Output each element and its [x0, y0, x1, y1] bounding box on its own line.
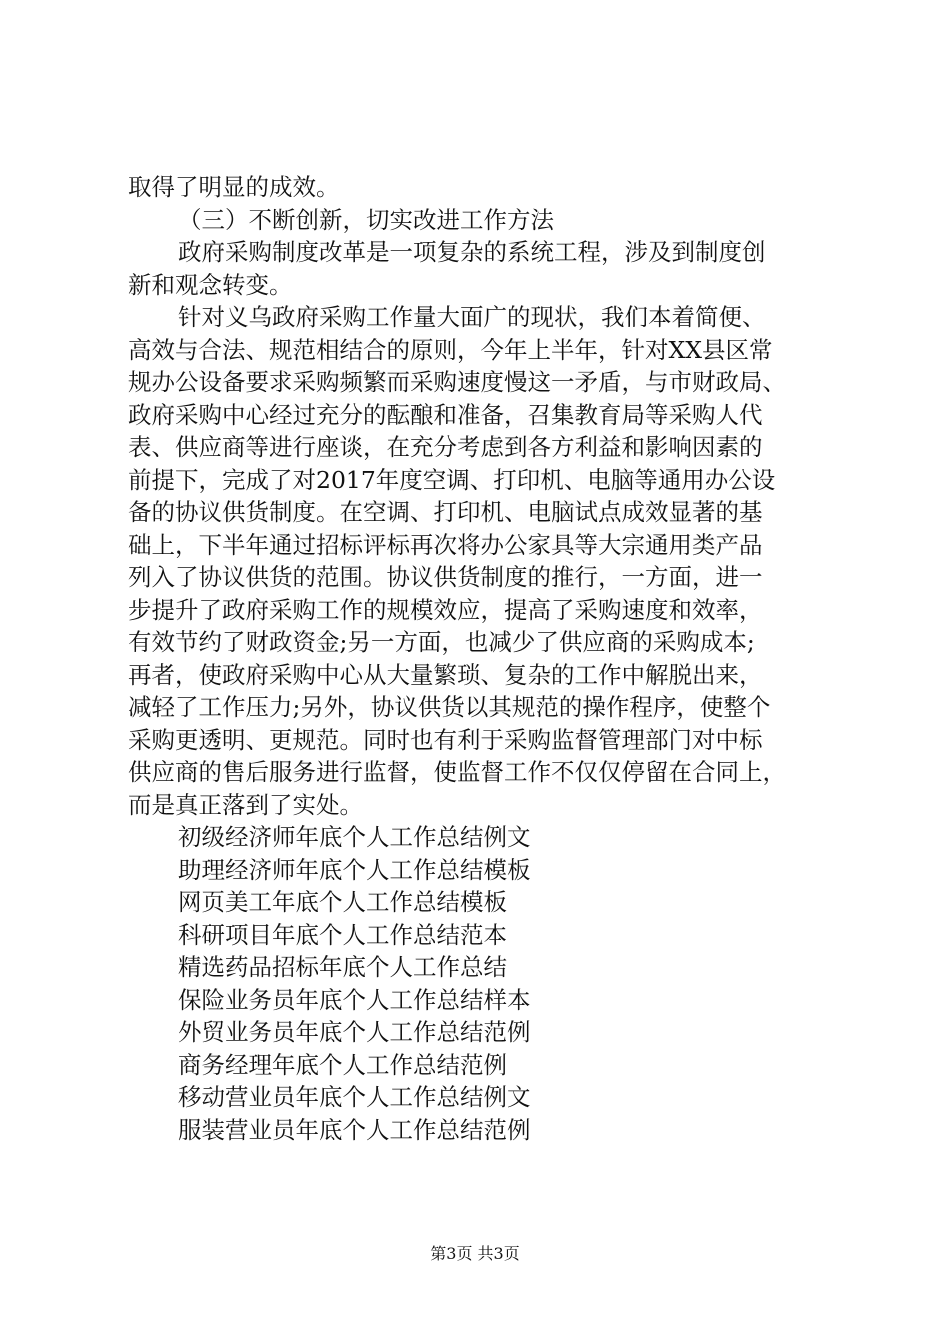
- text-line: 初级经济师年底个人工作总结例文: [178, 823, 531, 851]
- text-line: 有效节约了财政资金;另一方面，也减少了供应商的采购成本;: [128, 628, 755, 656]
- text-line: 新和观念转变。: [128, 270, 293, 299]
- text-line: 网页美工年底个人工作总结模板: [178, 888, 507, 916]
- text-line: 高效与合法、规范相结合的原则，今年上半年，针对XX县区常: [128, 335, 773, 364]
- text-line: 减轻了工作压力;另外，协议供货以其规范的操作程序，使整个: [128, 693, 771, 721]
- text-line: 再者，使政府采购中心从大量繁琐、复杂的工作中解脱出来，: [128, 660, 763, 689]
- text-line: 商务经理年底个人工作总结范例: [178, 1050, 507, 1079]
- text-line: 表、供应商等进行座谈，在充分考虑到各方利益和影响因素的: [128, 433, 763, 461]
- text-line: 步提升了政府采购工作的规模效应，提高了采购速度和效率，: [128, 595, 763, 624]
- text-line: 外贸业务员年底个人工作总结范例: [178, 1018, 531, 1046]
- text-line: 移动营业员年底个人工作总结例文: [178, 1083, 531, 1111]
- text-line: 政府采购制度改革是一项复杂的系统工程，涉及到制度创: [178, 238, 766, 266]
- text-line: 保险业务员年底个人工作总结样本: [178, 985, 531, 1014]
- text-line: 供应商的售后服务进行监督，使监督工作不仅仅停留在合同上，: [128, 758, 786, 786]
- text-line: 服装营业员年底个人工作总结范例: [178, 1115, 531, 1144]
- text-line: 科研项目年底个人工作总结范本: [178, 920, 507, 949]
- text-line: 前提下，完成了对2017年度空调、打印机、电脑等通用办公设: [128, 465, 776, 494]
- text-line: 采购更透明、更规范。同时也有利于采购监督管理部门对中标: [128, 725, 763, 754]
- text-line: 助理经济师年底个人工作总结模板: [178, 855, 531, 884]
- text-line: （三）不断创新，切实改进工作方法: [178, 205, 554, 234]
- document-body: [128, 171, 838, 1146]
- text-line: 精选药品招标年底个人工作总结: [178, 953, 507, 981]
- text-line: 备的协议供货制度。在空调、打印机、电脑试点成效显著的基: [128, 498, 763, 526]
- text-line: 针对义乌政府采购工作量大面广的现状，我们本着简便、: [178, 303, 766, 331]
- page-footer: 第3页 共3页: [430, 1244, 520, 1263]
- text-line: 础上，下半年通过招标评标再次将办公家具等大宗通用类产品: [128, 530, 763, 559]
- text-line: 列入了协议供货的范围。协议供货制度的推行，一方面，进一: [128, 563, 763, 591]
- text-line: 政府采购中心经过充分的酝酿和准备，召集教育局等采购人代: [128, 400, 763, 429]
- text-line: 规办公设备要求采购频繁而采购速度慢这一矛盾，与市财政局、: [128, 368, 786, 396]
- text-line: 取得了明显的成效。: [128, 173, 340, 201]
- text-line: 而是真正落到了实处。: [128, 790, 363, 819]
